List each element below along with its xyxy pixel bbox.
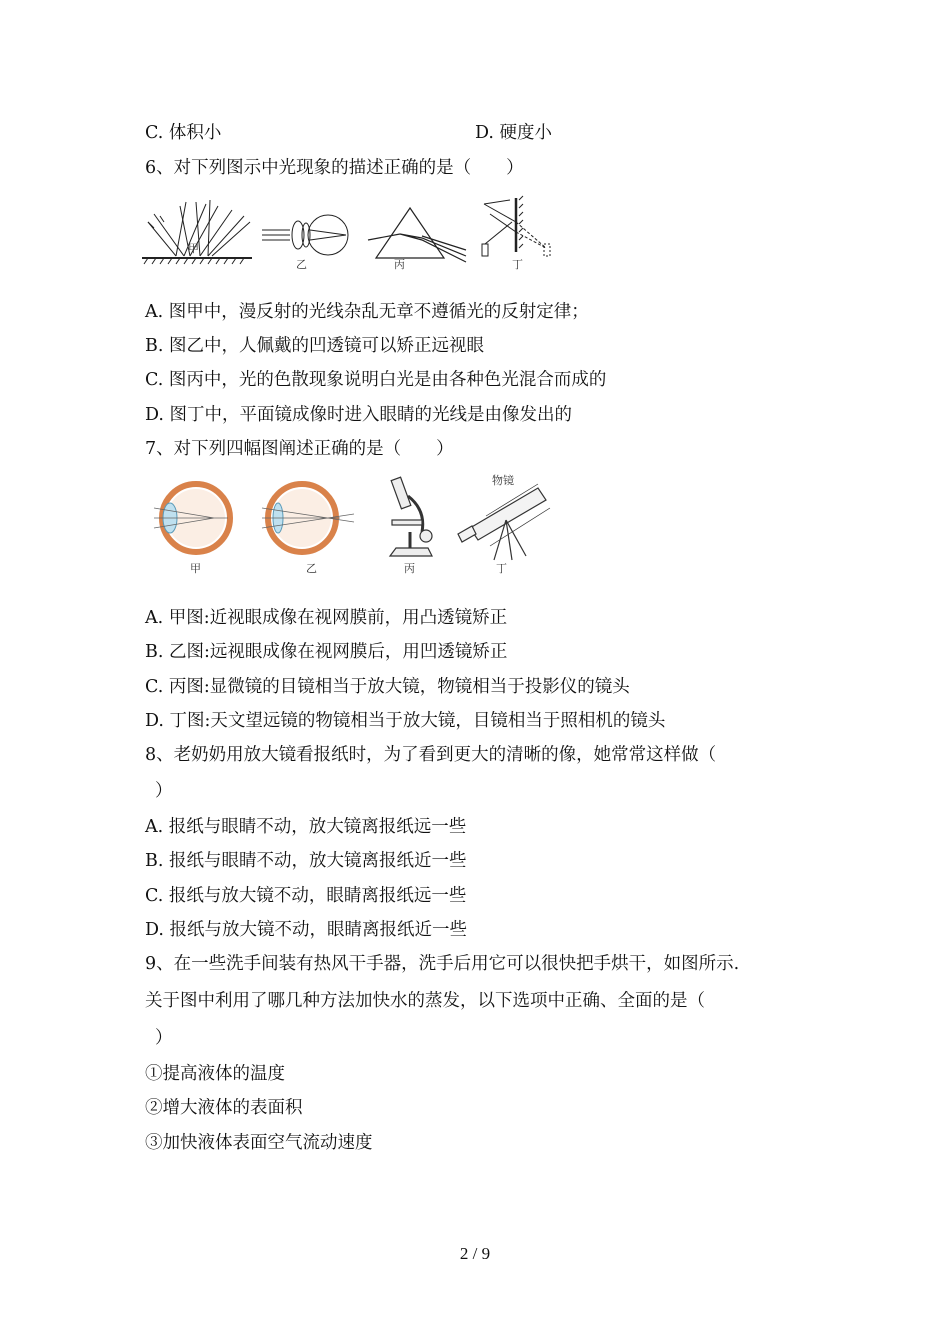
q6-option-d: D. 图丁中，平面镜成像时进入眼睛的光线是由像发出的	[145, 405, 573, 425]
q6-eye-lens-diagram	[262, 215, 348, 255]
q6-figure-svg	[140, 192, 560, 270]
q7-figure	[140, 470, 560, 575]
q6-label-bing: 丙	[394, 258, 405, 271]
q9-item-2: ②增大液体的表面积	[145, 1098, 303, 1118]
q6-label-ding: 丁	[512, 258, 523, 271]
q8-option-b: B. 报纸与眼睛不动，放大镜离报纸近一些	[145, 851, 467, 871]
q7-label-jia: 甲	[190, 562, 201, 575]
q7-eye-jia-diagram	[154, 484, 230, 552]
q8-option-a: A. 报纸与眼睛不动，放大镜离报纸远一些	[145, 817, 467, 837]
q7-label-ding: 丁	[496, 562, 507, 575]
q7-option-c: C. 丙图:显微镜的目镜相当于放大镜，物镜相当于投影仪的镜头	[145, 677, 630, 697]
q7-label-bing: 丙	[404, 562, 415, 575]
q8-stem: 8、老奶奶用放大镜看报纸时，为了看到更大的清晰的像，她常常这样做（	[145, 745, 717, 765]
q6-option-b: B. 图乙中，人佩戴的凹透镜可以矫正远视眼	[145, 336, 484, 356]
q7-stem: 7、对下列四幅图阐述正确的是（ ）	[145, 439, 454, 459]
q9-stem-line1: 9、在一些洗手间装有热风干手器，洗手后用它可以很快把手烘干，如图所示.	[145, 954, 740, 974]
q9-stem-end: ）	[155, 1028, 173, 1048]
q7-eye-yi-diagram	[262, 484, 354, 552]
q6-figure	[140, 192, 560, 270]
page-number: 2 / 9	[459, 1244, 491, 1263]
q7-option-b: B. 乙图:远视眼成像在视网膜后，用凹透镜矫正	[145, 642, 508, 662]
q7-option-a: A. 甲图:近视眼成像在视网膜前，用凸透镜矫正	[145, 608, 508, 628]
q6-option-a: A. 图甲中，漫反射的光线杂乱无章不遵循光的反射定律；	[145, 302, 589, 322]
q7-telescope-label: 物镜	[492, 474, 514, 487]
q8-option-c: C. 报纸与放大镜不动，眼睛离报纸远一些	[145, 886, 467, 906]
q5-option-c: C. 体积小	[145, 123, 222, 143]
q6-stem: 6、对下列图示中光现象的描述正确的是（ ）	[145, 158, 524, 178]
q9-stem-line2: 关于图中利用了哪几种方法加快水的蒸发，以下选项中正确、全面的是（	[145, 991, 705, 1011]
q6-label-jia: 甲	[188, 242, 199, 255]
q8-stem-end: ）	[155, 781, 173, 801]
q6-prism-diagram	[368, 208, 466, 262]
q7-label-yi: 乙	[306, 562, 317, 575]
q9-item-1: ①提高液体的温度	[145, 1064, 285, 1084]
q6-option-c: C. 图丙中，光的色散现象说明白光是由各种色光混合而成的	[145, 370, 607, 390]
q5-option-d: D. 硬度小	[475, 123, 553, 143]
q6-plane-mirror-diagram	[482, 196, 550, 256]
q6-label-yi: 乙	[296, 258, 307, 271]
q7-microscope-diagram	[390, 477, 432, 556]
q9-item-3: ③加快液体表面空气流动速度	[145, 1133, 373, 1153]
q7-telescope-diagram	[458, 484, 550, 560]
q7-option-d: D. 丁图:天文望远镜的物镜相当于放大镜，目镜相当于照相机的镜头	[145, 711, 666, 731]
q8-option-d: D. 报纸与放大镜不动，眼睛离报纸近一些	[145, 920, 468, 940]
